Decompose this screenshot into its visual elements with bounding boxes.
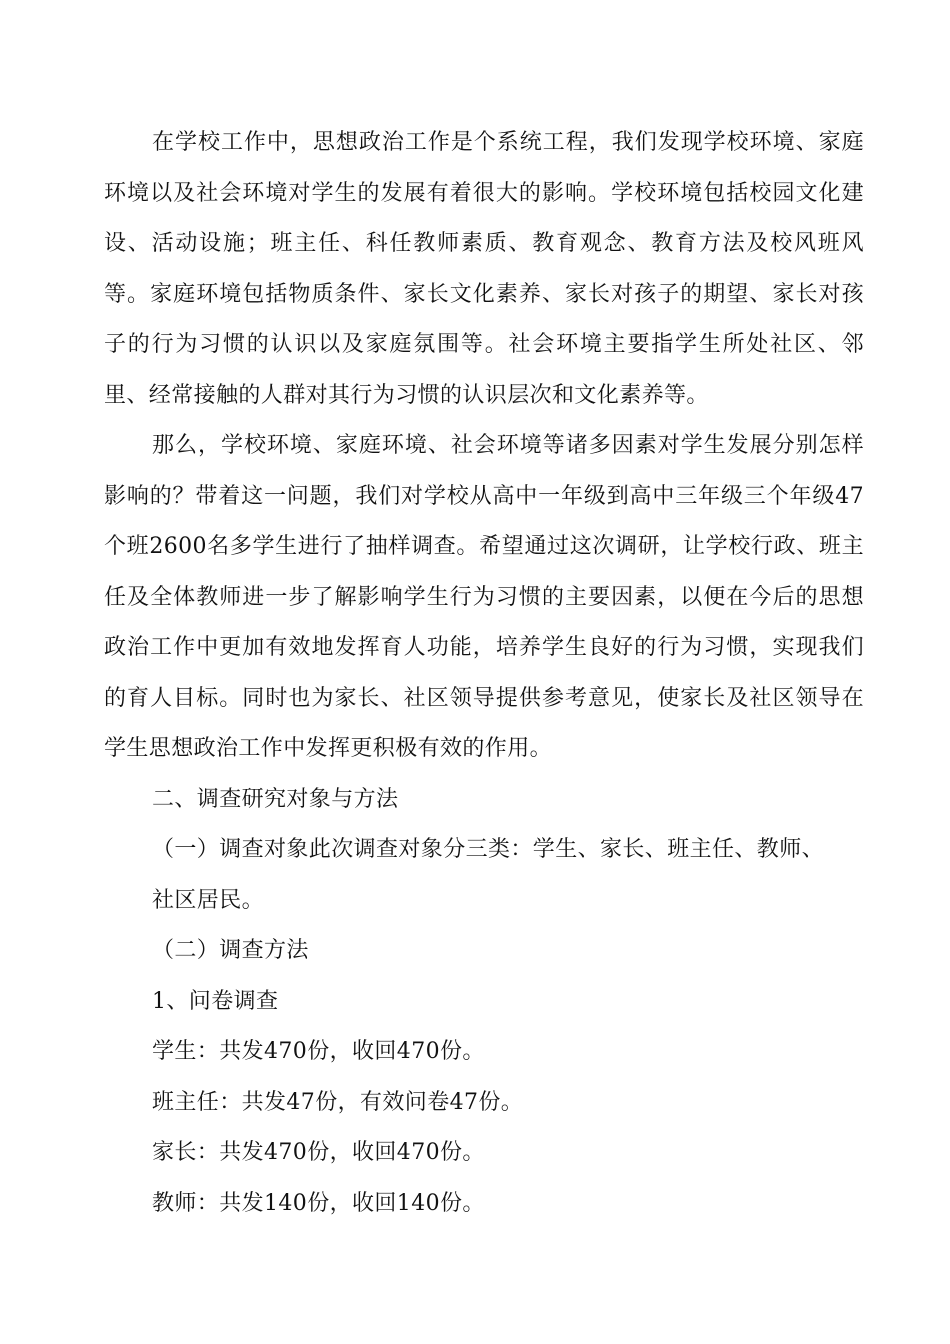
survey-line-students: 学生：共发470份，收回470份。 <box>152 1039 485 1064</box>
survey-line-teachers: 教师：共发140份，收回140份。 <box>152 1190 485 1216</box>
method-questionnaire: 1、问卷调查 <box>152 988 279 1014</box>
paragraph-environment: 在学校工作中，思想政治工作是个系统工程，我们发现学校环境、家庭环境以及社会环境对学生的发展有着很大的影响。学校环境包括校园文化建设、活动设施；班主任、科任教师素质、教育观念、教育方法及校风班风等。家庭环境包括物质条件、家长文化素养、家长对孩子的期望、家长对孩子的行为习惯的认识以及家庭氛围等。社会环境主要指学生所处社区、邻里、经常接触的人群对其行为习惯的认识层次和文化素养等。 <box>104 130 864 408</box>
survey-line-head-teachers: 班主任：共发47份，有效问卷47份。 <box>152 1089 524 1115</box>
subsection-methods: （二）调查方法 <box>152 938 309 963</box>
subsection-subjects-line1: （一）调查对象此次调查对象分三类：学生、家长、班主任、教师、 <box>152 837 825 862</box>
subsection-subjects-line2: 社区居民。 <box>152 887 265 913</box>
paragraph-research-question: 那么，学校环境、家庭环境、社会环境等诸多因素对学生发展分别怎样影响的？带着这一问题，我们对学校从高中一年级到高中三年级三个年级47个班2600名多学生进行了抽样调查。希望通过这次调研，让学校行政、班主任及全体教师进一步了解影响学生行为习惯的主要因素，以便在今后的思想政治工作中更加有效地发挥育人功能，培养学生良好的行为习惯，实现我们的育人目标。同时也为家长、社区领导提供参考意见，使家长及社区领导在学生思想政治工作中发挥更积极有效的作用。 <box>104 433 864 761</box>
section-heading: 二、调查研究对象与方法 <box>152 786 399 812</box>
document-body <box>104 118 864 1229</box>
survey-line-parents: 家长：共发470份，收回470份。 <box>152 1140 485 1165</box>
